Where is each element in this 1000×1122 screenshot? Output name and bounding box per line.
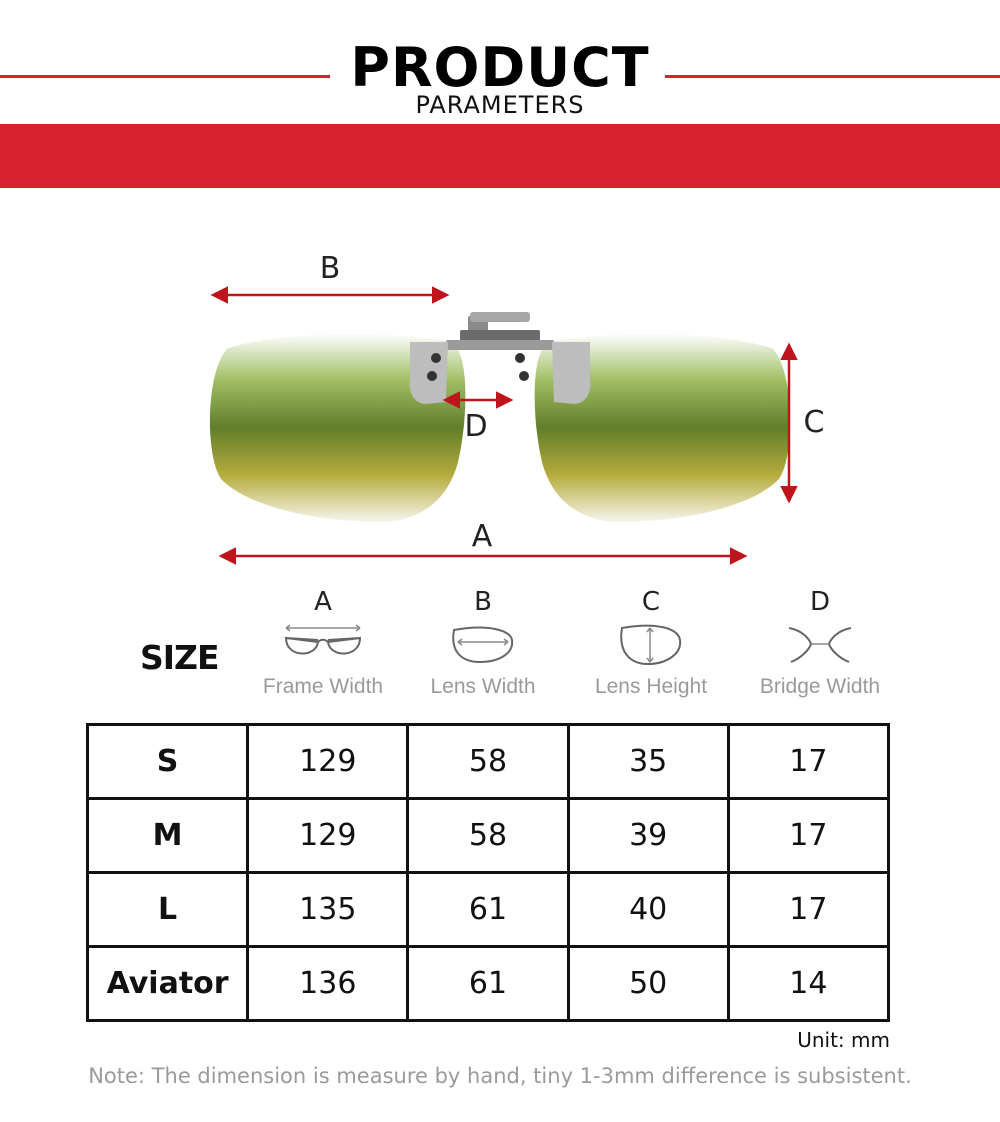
cell-lens-width: 58 — [408, 725, 568, 799]
legend-caption-b: Lens Width — [430, 675, 536, 698]
cell-bridge-width: 14 — [728, 947, 888, 1021]
row-size-label: S — [88, 725, 248, 799]
dimension-label-d: D — [464, 409, 488, 444]
cell-bridge-width: 17 — [728, 725, 888, 799]
size-table — [86, 723, 890, 1022]
legend-caption-a: Frame Width — [262, 675, 384, 698]
cell-lens-width: 61 — [408, 947, 568, 1021]
cell-bridge-width: 17 — [728, 799, 888, 873]
cell-frame-width: 135 — [248, 873, 408, 947]
row-size-label: Aviator — [88, 947, 248, 1021]
page-title: PRODUCT — [350, 36, 650, 99]
legend-letter-c: C — [641, 587, 661, 617]
legend-caption-d: Bridge Width — [759, 675, 881, 698]
page-subtitle: PARAMETERS — [415, 91, 585, 119]
legend-letter-b: B — [474, 587, 492, 617]
table-row — [88, 873, 889, 947]
legend-column-c — [566, 586, 736, 700]
cell-lens-width: 61 — [408, 873, 568, 947]
cell-lens-width: 58 — [408, 799, 568, 873]
table-row — [88, 947, 889, 1021]
measurement-note: Note: The dimension is measure by hand, tiny 1-3mm difference is subsistent. — [88, 1064, 912, 1088]
dimension-label-b: B — [319, 251, 341, 286]
unit-label: Unit: mm — [797, 1028, 890, 1052]
table-row — [88, 799, 889, 873]
lens-height-icon — [606, 620, 696, 668]
cell-lens-height: 35 — [568, 725, 728, 799]
red-banner — [0, 124, 1000, 188]
cell-frame-width: 129 — [248, 725, 408, 799]
row-size-label: M — [88, 799, 248, 873]
cell-lens-height: 50 — [568, 947, 728, 1021]
dimension-label-a: A — [471, 519, 493, 554]
legend-letter-a: A — [314, 587, 332, 617]
dimension-label-c: C — [803, 405, 825, 440]
legend-letter-d: D — [809, 587, 831, 617]
bridge-width-icon — [775, 620, 865, 668]
clip-mechanism — [410, 312, 591, 404]
frame-width-icon — [278, 620, 368, 668]
legend-caption-c: Lens Height — [594, 675, 708, 698]
legend-column-b — [398, 586, 568, 700]
cell-frame-width: 136 — [248, 947, 408, 1021]
cell-frame-width: 129 — [248, 799, 408, 873]
size-heading: SIZE — [140, 638, 219, 677]
cell-lens-height: 39 — [568, 799, 728, 873]
row-size-label: L — [88, 873, 248, 947]
legend-column-a — [238, 586, 408, 700]
cell-lens-height: 40 — [568, 873, 728, 947]
cell-bridge-width: 17 — [728, 873, 888, 947]
legend-column-d — [735, 586, 905, 700]
lens-width-icon — [438, 620, 528, 668]
table-row — [88, 725, 889, 799]
